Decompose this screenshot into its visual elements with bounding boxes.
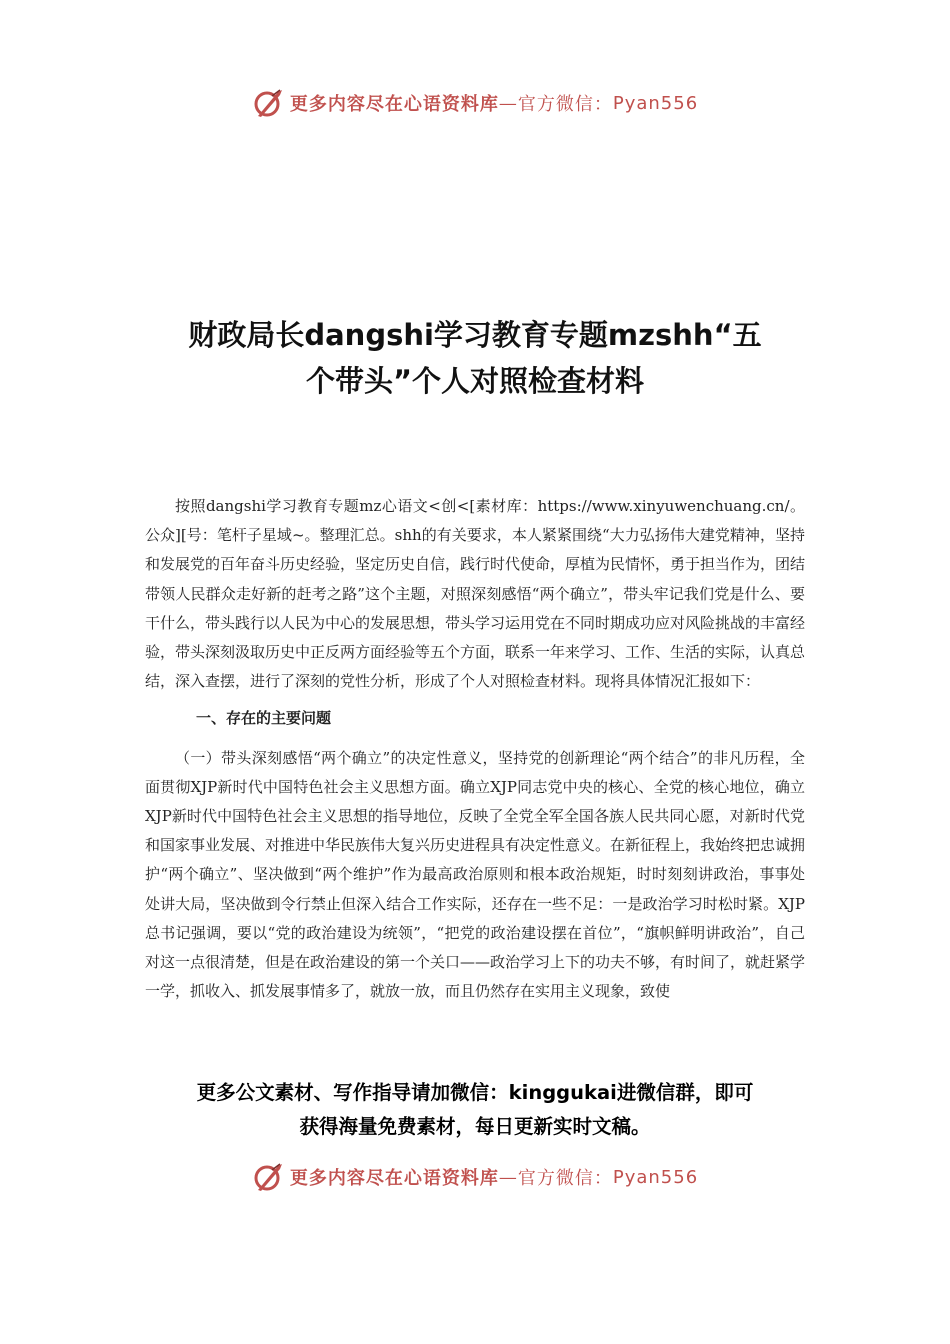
document-title: [120, 312, 830, 404]
promo-line-2: 获得海量免费素材，每日更新实时文稿。: [299, 1115, 651, 1138]
banner-wechat-id: Pyan556: [612, 92, 699, 114]
quill-logo-icon: [252, 1160, 286, 1194]
section-paragraph: （一）带头深刻感悟“两个确立”的决定性意义，坚持党的创新理论“两个结合”的非凡历程，全面贯彻XJP新时代中国特色社会主义思想方面。确立XJP同志党中央的核心、全党的核心地位，确立XJP新时代中国特色社会主义思想的指导地位，反映了全党全军全国各族人民共同心愿，对新时代党和国家事业发展、对推进中华民族伟大复兴历史进程具有决定性意义。在新征程上，我始终把忠诚拥护“两个确立”、坚决做到“两个维护”作为最高政治原则和根本政治规矩，时时刻刻讲政治，事事处处讲大局，坚决做到令行禁止但深入结合工作实际，还存在一些不足：一是政治学习时松时紧。XJP总书记强调，要以“党的政治建设为统领”，“把党的政治建设摆在首位”，“旗帜鲜明讲政治”，自己对这一点很清楚，但是在政治建设的第一个关口——政治学习上下的功夫不够，有时间了，就赶紧学一学，抓收入、抓发展事情多了，就放一放，而且仍然存在实用主义现象，致使: [145, 748, 806, 1001]
promo-notice: [100, 1076, 850, 1144]
title-line-2: 个带头”个人对照检查材料: [305, 364, 645, 398]
banner-brand: 更多内容尽在心语资料库: [289, 1168, 499, 1189]
banner-wechat-id: Pyan556: [612, 1166, 699, 1188]
banner-wechat-label: 官方微信：: [517, 94, 613, 115]
banner-separator: —: [498, 92, 518, 114]
section-heading: 一、存在的主要问题: [196, 709, 332, 728]
promo-line-1: 更多公文素材、写作指导请加微信：kinggukai进微信群，即可: [196, 1081, 754, 1104]
banner-brand: 更多内容尽在心语资料库: [289, 94, 499, 115]
header-watermark-banner: [0, 86, 950, 120]
title-line-1: 财政局长dangshi学习教育专题mzshh“五: [188, 318, 762, 352]
banner-separator: —: [498, 1166, 518, 1188]
intro-paragraph: 按照dangshi学习教育专题mz心语文<创<[素材库：https://www.xinyuwenchuang.cn/。公众][号：笔杆子星域~。整理汇总。shh的有关要求，本人紧紧围绕“大力弘扬伟大建党精神，坚持和发展党的百年奋斗历史经验，坚定历史自信，践行时代使命，厚植为民情怀，勇于担当作为，团结带领人民群众走好新的赶考之路”这个主题，对照深刻感悟“两个确立”，带头牢记我们党是什么、要干什么，带头践行以人民为中心的发展思想，带头学习运用党在不同时期成功应对风险挑战的丰富经验，带头深刻汲取历史中正反两方面经验等五个方面，联系一年来学习、工作、生活的实际，认真总结，深入查摆，进行了深刻的党性分析，形成了个人对照检查材料。现将具体情况汇报如下：: [145, 497, 806, 691]
footer-watermark-banner: [0, 1160, 950, 1194]
banner-wechat-label: 官方微信：: [517, 1168, 613, 1189]
quill-logo-icon: [252, 86, 286, 120]
document-body: [145, 492, 805, 1006]
